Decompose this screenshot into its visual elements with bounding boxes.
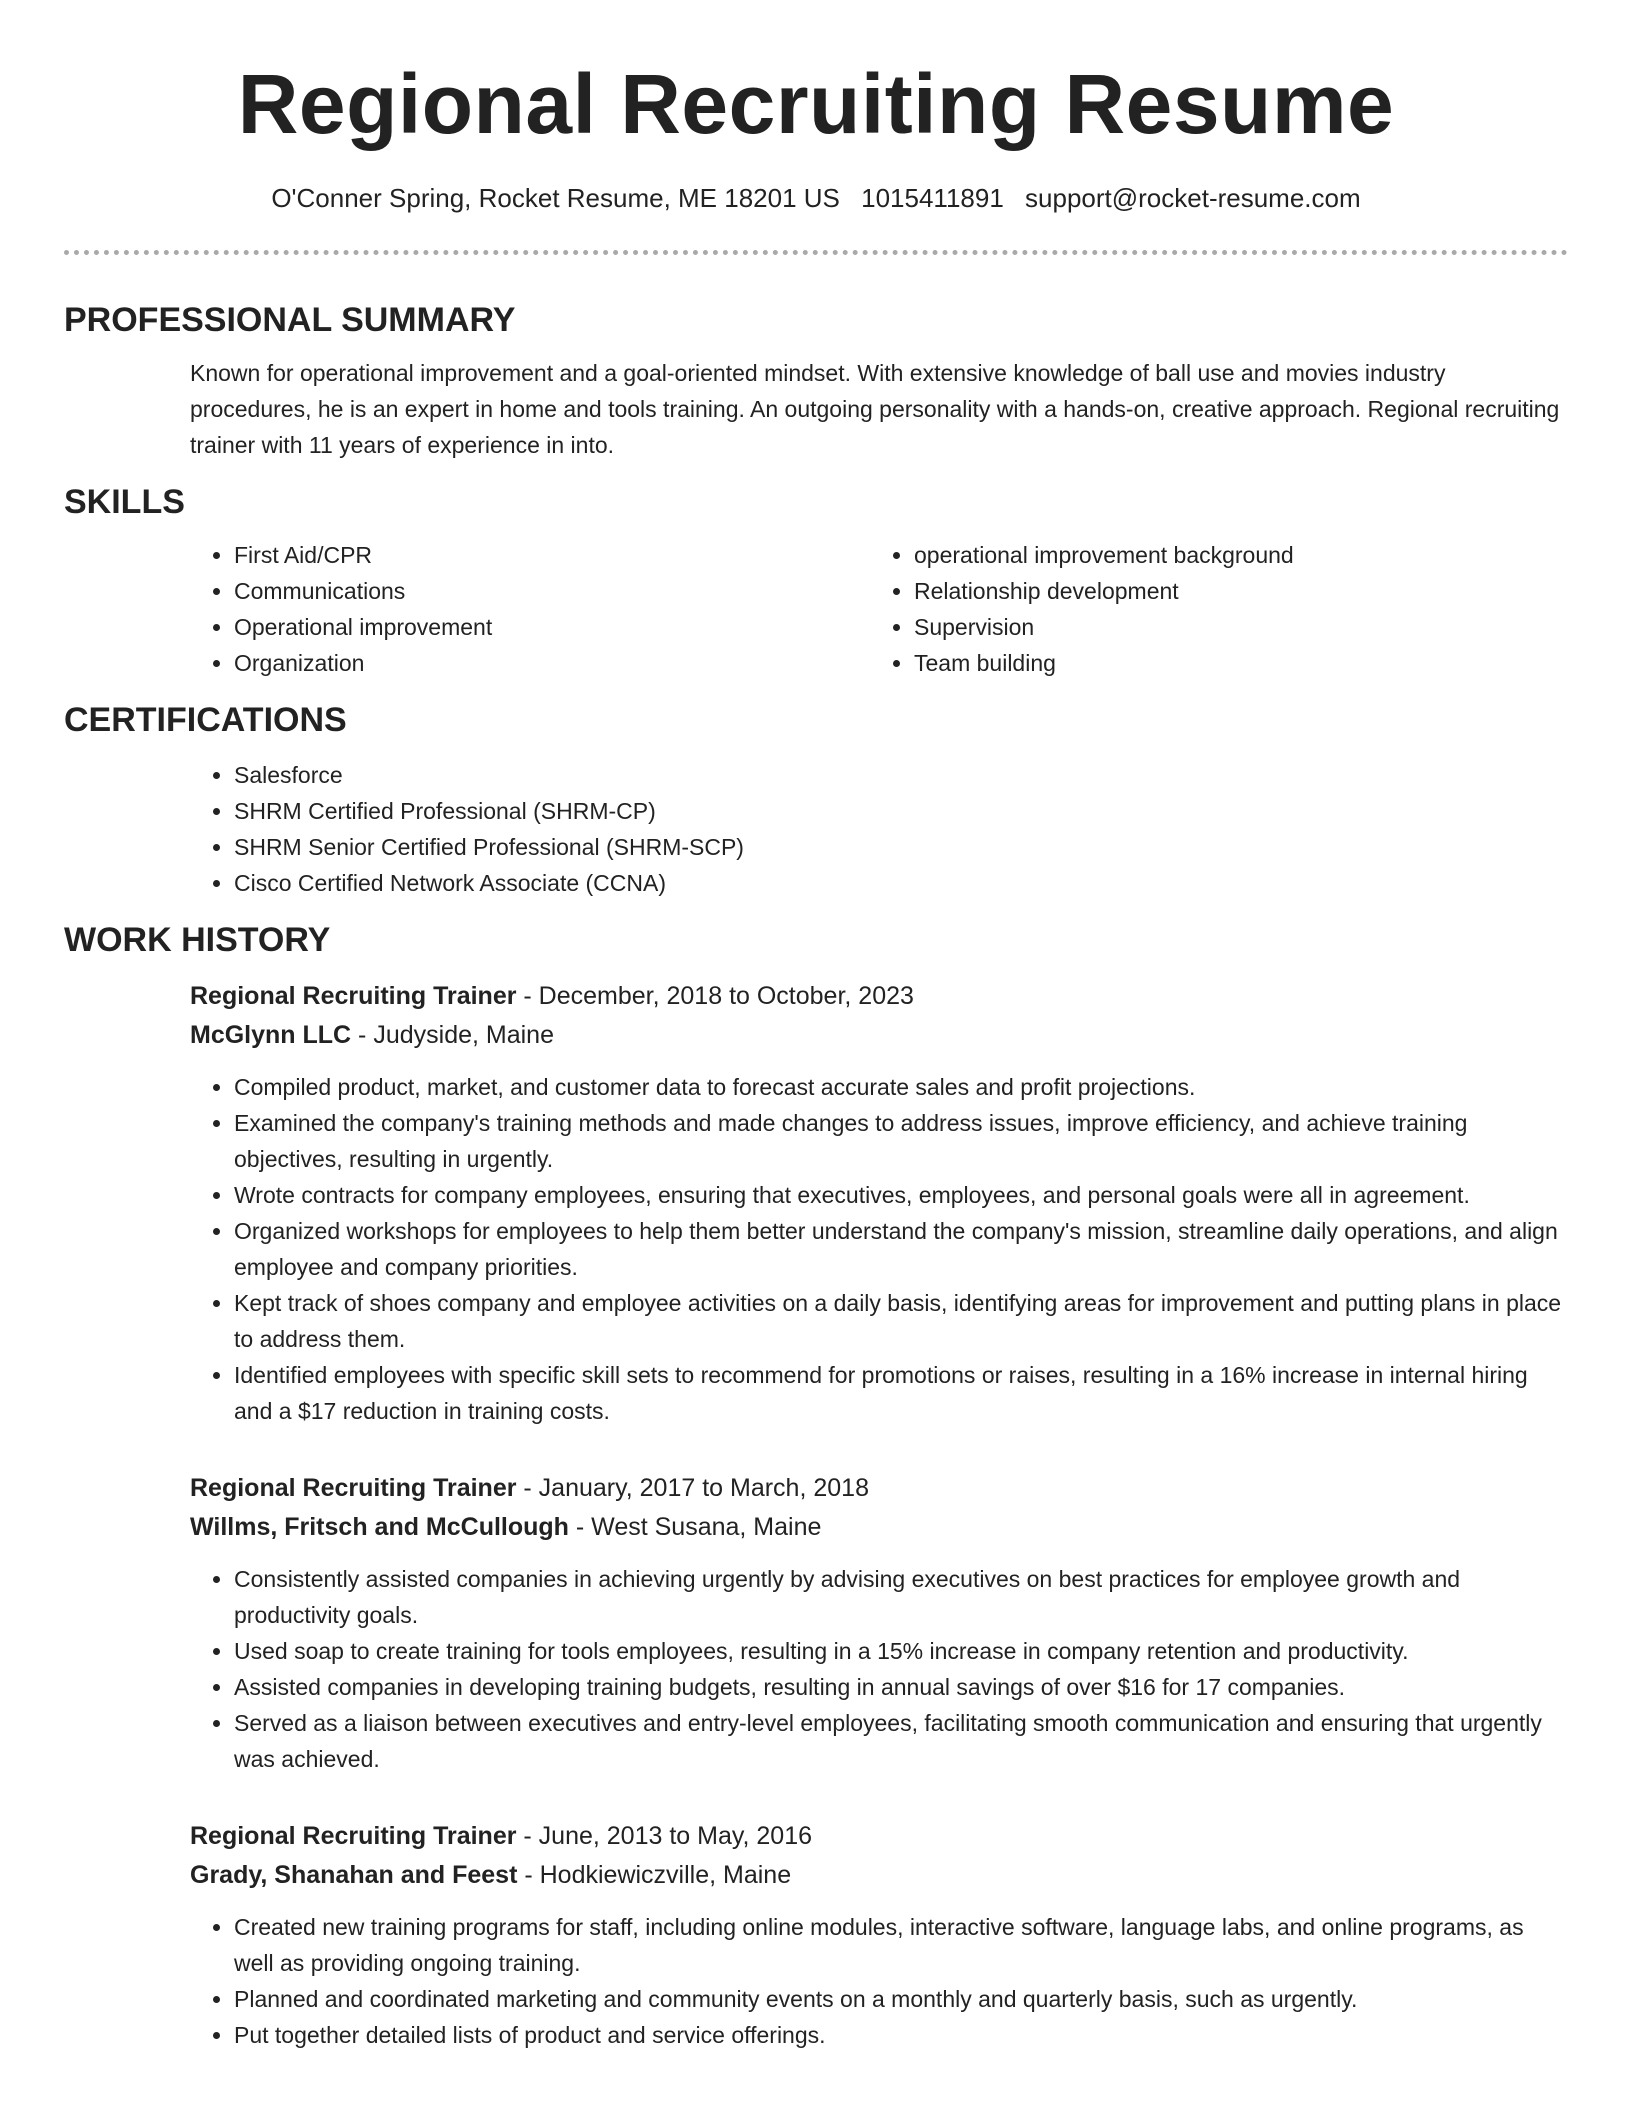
job-bullet: • Put together detailed lists of product and service offerings.: [234, 2017, 1568, 2053]
job-bullet: • Used soap to create training for tools employees, resulting in a 15% increase in company retention and productivity.: [234, 1633, 1568, 1669]
job-bullet: • Examined the company's training methods and made changes to address issues, improve efficiency, and achieve training objectives, resulting in urgently.: [234, 1105, 1568, 1177]
skill-item: • Supervision: [914, 609, 1550, 645]
job-entry: [64, 1817, 1568, 2053]
contact-email: support@rocket-resume.com: [1025, 183, 1361, 213]
job-bullet: • Organized workshops for employees to help them better understand the company's mission, streamline daily operations, and align employee and company priorities.: [234, 1213, 1568, 1285]
certifications-heading: CERTIFICATIONS: [64, 701, 347, 739]
skills-heading: SKILLS: [64, 483, 185, 521]
skills-column-right: [870, 537, 1550, 681]
skill-item: • Organization: [234, 645, 870, 681]
skill-item: • Team building: [914, 645, 1550, 681]
job-company-line: [190, 1508, 1568, 1547]
resume-content: [64, 295, 1568, 2053]
skill-item: • Communications: [234, 573, 870, 609]
summary-heading: PROFESSIONAL SUMMARY: [64, 301, 516, 339]
skills-column-left: [190, 537, 870, 681]
job-bullet: • Planned and coordinated marketing and community events on a monthly and quarterly basis, such as urgently.: [234, 1981, 1568, 2017]
job-title-line: [190, 1817, 1568, 1856]
job-location: - Hodkiewiczville, Maine: [517, 1861, 792, 1889]
contact-address: O'Conner Spring, Rocket Resume, ME 18201 US: [271, 183, 840, 213]
job-bullet: • Kept track of shoes company and employee activities on a daily basis, identifying areas for improvement and putting plans in place to address them.: [234, 1285, 1568, 1357]
resume-title: Regional Recruiting Resume: [237, 57, 1395, 151]
job-bullet: • Served as a liaison between executives and entry-level employees, facilitating smooth communication and ensuring that urgently was achieved.: [234, 1705, 1568, 1777]
job-dates: - June, 2013 to May, 2016: [516, 1822, 813, 1850]
job-title: Regional Recruiting Trainer: [190, 1822, 517, 1850]
job-location: - Judyside, Maine: [351, 1021, 554, 1049]
certifications-list: [190, 757, 1568, 901]
contact-phone: 1015411891: [861, 183, 1004, 213]
summary-text: Known for operational improvement and a goal-oriented mindset. With extensive knowledge of ball use and movies industry procedures, he is an expert in home and tools training. An outgoing personality with a hands-on, creative approach. Regional recruiting trainer with 11 years of experience in into.: [190, 360, 1560, 458]
job-title-line: [190, 977, 1568, 1016]
certification-item: • Cisco Certified Network Associate (CCNA): [234, 865, 1568, 901]
skill-item: • Operational improvement: [234, 609, 870, 645]
skill-item: • Relationship development: [914, 573, 1550, 609]
job-title-line: [190, 1469, 1568, 1508]
job-bullet: • Created new training programs for staff, including online modules, interactive software, language labs, and online programs, as well as providing ongoing training.: [234, 1909, 1568, 1981]
job-dates: - December, 2018 to October, 2023: [516, 982, 914, 1010]
job-bullet: • Wrote contracts for company employees, ensuring that executives, employees, and personal goals were all in agreement.: [234, 1177, 1568, 1213]
work-history-heading: WORK HISTORY: [64, 921, 331, 959]
certification-item: • SHRM Senior Certified Professional (SHRM-SCP): [234, 829, 1568, 865]
job-bullet: • Identified employees with specific skill sets to recommend for promotions or raises, resulting in a 16% increase in internal hiring and a $17 reduction in training costs.: [234, 1357, 1568, 1429]
job-title: Regional Recruiting Trainer: [190, 1474, 517, 1502]
job-company: McGlynn LLC: [190, 1021, 352, 1049]
skills-list: [190, 537, 1568, 681]
contact-line: [0, 180, 1632, 216]
job-company-line: [190, 1856, 1568, 1895]
job-bullet: • Compiled product, market, and customer data to forecast accurate sales and profit projections.: [234, 1069, 1568, 1105]
job-bullets: [190, 1069, 1568, 1429]
job-bullets: [190, 1909, 1568, 2053]
job-title: Regional Recruiting Trainer: [190, 982, 517, 1010]
certification-item: • SHRM Certified Professional (SHRM-CP): [234, 793, 1568, 829]
job-company-line: [190, 1016, 1568, 1055]
header-divider: [64, 250, 1568, 255]
skill-item: • First Aid/CPR: [234, 537, 870, 573]
job-bullet: • Assisted companies in developing training budgets, resulting in annual savings of over $16 for 17 companies.: [234, 1669, 1568, 1705]
job-entry: [64, 1469, 1568, 1777]
skill-item: • operational improvement background: [914, 537, 1550, 573]
job-bullet: • Consistently assisted companies in achieving urgently by advising executives on best practices for employee growth and productivity goals.: [234, 1561, 1568, 1633]
job-entry: [64, 977, 1568, 1429]
job-dates: - January, 2017 to March, 2018: [516, 1474, 869, 1502]
certification-item: • Salesforce: [234, 757, 1568, 793]
job-location: - West Susana, Maine: [568, 1513, 822, 1541]
job-company: Grady, Shanahan and Feest: [190, 1861, 518, 1889]
job-bullets: [190, 1561, 1568, 1777]
job-company: Willms, Fritsch and McCullough: [190, 1513, 569, 1541]
